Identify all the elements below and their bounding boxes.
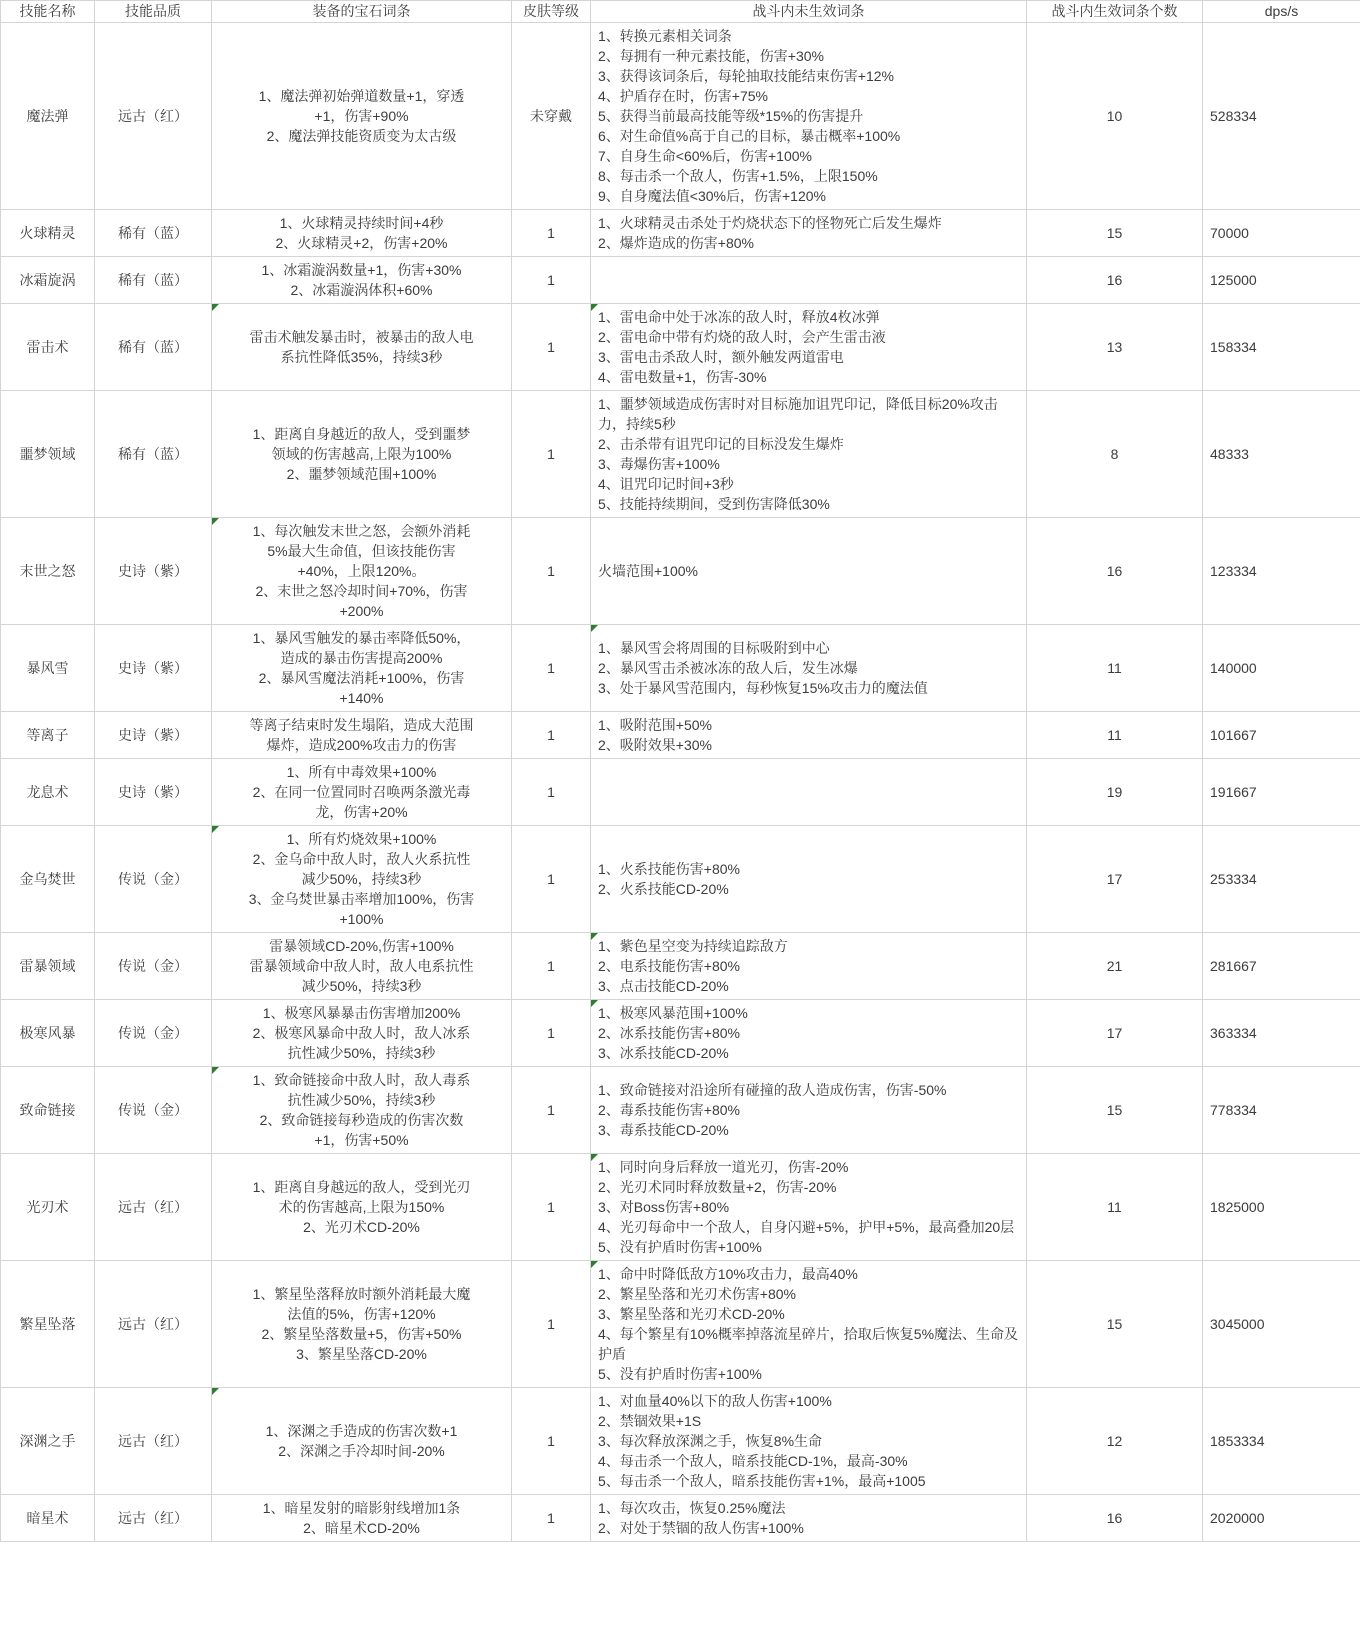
affix-line: +1，伤害+90% bbox=[314, 108, 409, 124]
cell-dps[interactable]: 140000 bbox=[1203, 625, 1360, 712]
affix-line: 2、深渊之手冷却时间-20% bbox=[278, 1443, 445, 1459]
cell-skin-level[interactable]: 1 bbox=[512, 391, 591, 518]
cell-skill-name[interactable]: 龙息术 bbox=[1, 759, 95, 826]
affix-line: 1、极寒风暴范围+100% bbox=[598, 1005, 748, 1021]
cell-skill-name[interactable]: 金乌焚世 bbox=[1, 826, 95, 933]
affix-line: 2、冰系技能伤害+80% bbox=[598, 1025, 740, 1041]
cell-active-count[interactable]: 11 bbox=[1027, 625, 1203, 712]
affix-line: 2、末世之怒冷却时间+70%，伤害 bbox=[255, 583, 468, 599]
table-row bbox=[1, 210, 1360, 257]
cell-dps[interactable]: 1825000 bbox=[1203, 1154, 1360, 1261]
affix-line: 1、致命链接命中敌人时，敌人毒系 bbox=[252, 1072, 471, 1088]
cell-inactive-affixes[interactable] bbox=[591, 1495, 1027, 1542]
cell-inactive-affixes[interactable] bbox=[591, 826, 1027, 933]
affix-line: 1、暗星发射的暗影射线增加1条 bbox=[262, 1500, 461, 1516]
cell-skin-level[interactable]: 1 bbox=[512, 1067, 591, 1154]
cell-skin-level[interactable]: 1 bbox=[512, 1154, 591, 1261]
cell-gem-affixes[interactable] bbox=[212, 933, 512, 1000]
affix-line: 5、技能持续期间，受到伤害降低30% bbox=[598, 496, 830, 512]
cell-skin-level[interactable]: 1 bbox=[512, 1388, 591, 1495]
affix-line: 2、繁星坠落数量+5，伤害+50% bbox=[261, 1326, 462, 1342]
affix-line: 3、金乌焚世暴击率增加100%，伤害 bbox=[248, 891, 475, 907]
affix-line: 2、电系技能伤害+80% bbox=[598, 958, 740, 974]
cell-skill-quality[interactable]: 史诗（紫） bbox=[95, 759, 212, 826]
affix-line: 1、雷电命中处于冰冻的敌人时，释放4枚冰弹 bbox=[598, 309, 880, 325]
affix-line: 1、暴风雪会将周围的目标吸附到中心 bbox=[598, 640, 830, 656]
cell-skin-level[interactable]: 1 bbox=[512, 518, 591, 625]
cell-flag-icon bbox=[591, 304, 598, 311]
cell-gem-affixes[interactable] bbox=[212, 257, 512, 304]
affix-line: 2、暴风雪魔法消耗+100%，伤害 bbox=[258, 670, 465, 686]
cell-gem-affixes[interactable] bbox=[212, 826, 512, 933]
affix-line: 1、每次攻击，恢复0.25%魔法 bbox=[598, 1500, 786, 1516]
affix-line: 1、深渊之手造成的伤害次数+1 bbox=[265, 1423, 458, 1439]
cell-skill-name[interactable]: 等离子 bbox=[1, 712, 95, 759]
affix-line: 5、没有护盾时伤害+100% bbox=[598, 1366, 762, 1382]
affix-line: 3、雷电击杀敌人时，额外触发两道雷电 bbox=[598, 349, 844, 365]
cell-inactive-affixes[interactable] bbox=[591, 304, 1027, 391]
cell-skill-quality[interactable]: 史诗（紫） bbox=[95, 625, 212, 712]
affix-line: 2、光刃术CD-20% bbox=[303, 1219, 420, 1235]
affix-line: 火墙范围+100% bbox=[598, 563, 698, 579]
affix-line: 4、诅咒印记时间+3秒 bbox=[598, 476, 734, 492]
affix-line: 1、吸附范围+50% bbox=[598, 717, 712, 733]
cell-skill-quality[interactable]: 传说（金） bbox=[95, 1000, 212, 1067]
cell-dps[interactable]: 48333 bbox=[1203, 391, 1360, 518]
cell-skin-level[interactable]: 1 bbox=[512, 304, 591, 391]
cell-skin-level[interactable]: 1 bbox=[512, 210, 591, 257]
cell-dps[interactable]: 363334 bbox=[1203, 1000, 1360, 1067]
cell-skin-level[interactable]: 1 bbox=[512, 1000, 591, 1067]
affix-line: 3、点击技能CD-20% bbox=[598, 978, 729, 994]
affix-line: 3、每次释放深渊之手，恢复8%生命 bbox=[598, 1433, 823, 1449]
cell-inactive-affixes[interactable] bbox=[591, 518, 1027, 625]
cell-active-count[interactable]: 17 bbox=[1027, 826, 1203, 933]
cell-skill-quality[interactable]: 稀有（蓝） bbox=[95, 391, 212, 518]
affix-line: 1、距离自身越近的敌人，受到噩梦 bbox=[252, 426, 471, 442]
affix-line: 等离子结束时发生塌陷，造成大范围 bbox=[249, 717, 474, 733]
cell-active-count[interactable]: 12 bbox=[1027, 1388, 1203, 1495]
column-header-skin[interactable]: 皮肤等级 bbox=[512, 1, 591, 23]
affix-line: 1、命中时降低敌方10%攻击力，最高40% bbox=[598, 1266, 858, 1282]
cell-skin-level[interactable]: 1 bbox=[512, 933, 591, 1000]
cell-skill-name[interactable]: 雷暴领域 bbox=[1, 933, 95, 1000]
cell-skill-name[interactable]: 暗星术 bbox=[1, 1495, 95, 1542]
affix-line: 1、火球精灵击杀处于灼烧状态下的怪物死亡后发生爆炸 bbox=[598, 215, 942, 231]
cell-gem-affixes[interactable] bbox=[212, 759, 512, 826]
affix-line: 3、繁星坠落和光刃术CD-20% bbox=[598, 1306, 785, 1322]
table-row bbox=[1, 304, 1360, 391]
column-header-dps[interactable]: dps/s bbox=[1203, 1, 1360, 23]
cell-skill-quality[interactable]: 传说（金） bbox=[95, 1067, 212, 1154]
affix-line: 系抗性降低35%，持续3秒 bbox=[280, 349, 443, 365]
cell-active-count[interactable]: 8 bbox=[1027, 391, 1203, 518]
cell-gem-affixes[interactable] bbox=[212, 1261, 512, 1388]
cell-skill-name[interactable]: 繁星坠落 bbox=[1, 1261, 95, 1388]
cell-dps[interactable]: 70000 bbox=[1203, 210, 1360, 257]
column-header-count[interactable]: 战斗内生效词条个数 bbox=[1027, 1, 1203, 23]
affix-line: 1、噩梦领域造成伤害时对目标施加诅咒印记，降低目标20%攻击力，持续5秒 bbox=[598, 396, 998, 432]
header-row bbox=[1, 1, 1360, 23]
affix-line: 4、光刃每命中一个敌人，自身闪避+5%，护甲+5%，最高叠加20层 bbox=[598, 1219, 1015, 1235]
table-row bbox=[1, 1388, 1360, 1495]
affix-line: 1、致命链接对沿途所有碰撞的敌人造成伤害，伤害-50% bbox=[598, 1082, 947, 1098]
cell-active-count[interactable]: 16 bbox=[1027, 1495, 1203, 1542]
affix-line: 2、暴风雪击杀被冰冻的敌人后，发生冰爆 bbox=[598, 660, 858, 676]
affix-line: 3、繁星坠落CD-20% bbox=[296, 1346, 427, 1362]
affix-line: +140% bbox=[339, 690, 384, 706]
cell-flag-icon bbox=[591, 1000, 598, 1007]
affix-line: 雷暴领域CD-20%,伤害+100% bbox=[269, 938, 454, 954]
affix-line: +1，伤害+50% bbox=[314, 1132, 409, 1148]
affix-line: 1、极寒风暴暴击伤害增加200% bbox=[262, 1005, 461, 1021]
affix-line: 1、对血量40%以下的敌人伤害+100% bbox=[598, 1393, 832, 1409]
affix-line: 3、毒爆伤害+100% bbox=[598, 456, 720, 472]
cell-dps[interactable]: 778334 bbox=[1203, 1067, 1360, 1154]
table-row bbox=[1, 1154, 1360, 1261]
cell-skill-name[interactable]: 光刃术 bbox=[1, 1154, 95, 1261]
affix-line: 龙，伤害+20% bbox=[315, 804, 408, 820]
table-row bbox=[1, 1261, 1360, 1388]
cell-gem-affixes[interactable] bbox=[212, 625, 512, 712]
affix-line: 减少50%，持续3秒 bbox=[301, 978, 422, 994]
cell-inactive-affixes[interactable] bbox=[591, 210, 1027, 257]
cell-skill-quality[interactable]: 史诗（紫） bbox=[95, 518, 212, 625]
affix-line: +200% bbox=[339, 603, 384, 619]
affix-line: 5、获得当前最高技能等级*15%的伤害提升 bbox=[598, 108, 864, 124]
affix-line: 术的伤害越高,上限为150% bbox=[278, 1199, 445, 1215]
cell-skill-quality[interactable]: 稀有（蓝） bbox=[95, 210, 212, 257]
cell-skill-quality[interactable]: 稀有（蓝） bbox=[95, 304, 212, 391]
affix-line: 2、金乌命中敌人时，敌人火系抗性 bbox=[252, 851, 471, 867]
cell-dps[interactable]: 2020000 bbox=[1203, 1495, 1360, 1542]
cell-skill-name[interactable]: 冰霜旋涡 bbox=[1, 257, 95, 304]
cell-skill-quality[interactable]: 远古（红） bbox=[95, 1388, 212, 1495]
affix-line: 4、雷电数量+1，伤害-30% bbox=[598, 369, 767, 385]
cell-dps[interactable]: 101667 bbox=[1203, 712, 1360, 759]
cell-skill-quality[interactable]: 稀有（蓝） bbox=[95, 257, 212, 304]
affix-line: 2、对处于禁锢的敌人伤害+100% bbox=[598, 1520, 804, 1536]
affix-line: 2、每拥有一种元素技能，伤害+30% bbox=[598, 48, 824, 64]
cell-active-count[interactable]: 17 bbox=[1027, 1000, 1203, 1067]
cell-inactive-affixes[interactable] bbox=[591, 1067, 1027, 1154]
cell-active-count[interactable]: 16 bbox=[1027, 518, 1203, 625]
cell-gem-affixes[interactable] bbox=[212, 210, 512, 257]
affix-line: 1、冰霜漩涡数量+1，伤害+30% bbox=[261, 262, 462, 278]
cell-active-count[interactable]: 21 bbox=[1027, 933, 1203, 1000]
table-row bbox=[1, 1067, 1360, 1154]
cell-active-count[interactable]: 13 bbox=[1027, 304, 1203, 391]
cell-inactive-affixes[interactable] bbox=[591, 625, 1027, 712]
cell-gem-affixes[interactable] bbox=[212, 391, 512, 518]
affix-line: 2、火球精灵+2，伤害+20% bbox=[275, 235, 448, 251]
column-header-name[interactable]: 技能名称 bbox=[1, 1, 95, 23]
cell-skill-quality[interactable]: 远古（红） bbox=[95, 23, 212, 210]
cell-active-count[interactable]: 11 bbox=[1027, 712, 1203, 759]
cell-skill-name[interactable]: 噩梦领域 bbox=[1, 391, 95, 518]
affix-line: 2、光刃术同时释放数量+2，伤害-20% bbox=[598, 1179, 837, 1195]
cell-skill-name[interactable]: 深渊之手 bbox=[1, 1388, 95, 1495]
cell-active-count[interactable]: 19 bbox=[1027, 759, 1203, 826]
cell-skill-name[interactable]: 暴风雪 bbox=[1, 625, 95, 712]
cell-skin-level[interactable]: 1 bbox=[512, 1261, 591, 1388]
affix-line: 1、每次触发末世之怒，会额外消耗 bbox=[252, 523, 471, 539]
affix-line: 4、每击杀一个敌人，暗系技能CD-1%，最高-30% bbox=[598, 1453, 908, 1469]
cell-flag-icon bbox=[591, 933, 598, 940]
column-header-quality[interactable]: 技能品质 bbox=[95, 1, 212, 23]
affix-line: 3、获得该词条后，每轮抽取技能结束伤害+12% bbox=[598, 68, 894, 84]
cell-skill-name[interactable]: 致命链接 bbox=[1, 1067, 95, 1154]
affix-line: 领域的伤害越高,上限为100% bbox=[271, 446, 452, 462]
cell-skin-level[interactable]: 1 bbox=[512, 257, 591, 304]
affix-line: 抗性减少50%，持续3秒 bbox=[287, 1045, 436, 1061]
table-row bbox=[1, 23, 1360, 210]
cell-skill-quality[interactable]: 远古（红） bbox=[95, 1495, 212, 1542]
cell-inactive-affixes[interactable] bbox=[591, 1388, 1027, 1495]
affix-line: 1、暴风雪触发的暴击率降低50%， bbox=[252, 630, 471, 646]
table-row bbox=[1, 257, 1360, 304]
cell-inactive-affixes[interactable] bbox=[591, 391, 1027, 518]
cell-active-count[interactable]: 10 bbox=[1027, 23, 1203, 210]
affix-line: 5%最大生命值，但该技能伤害 bbox=[267, 543, 456, 559]
affix-line: 2、禁锢效果+1S bbox=[598, 1413, 702, 1429]
affix-line: 法值的5%，伤害+120% bbox=[287, 1306, 436, 1322]
table-row bbox=[1, 625, 1360, 712]
cell-flag-icon bbox=[591, 625, 598, 632]
table-row bbox=[1, 759, 1360, 826]
cell-inactive-affixes[interactable] bbox=[591, 1000, 1027, 1067]
affix-line: 7、自身生命<60%后，伤害+100% bbox=[598, 148, 812, 164]
cell-gem-affixes[interactable] bbox=[212, 1388, 512, 1495]
affix-line: 1、所有中毒效果+100% bbox=[286, 764, 437, 780]
affix-line: 2、冰霜漩涡体积+60% bbox=[290, 282, 433, 298]
table-row bbox=[1, 1000, 1360, 1067]
affix-line: 3、对Boss伤害+80% bbox=[598, 1199, 730, 1215]
affix-line: 3、冰系技能CD-20% bbox=[598, 1045, 729, 1061]
affix-line: 2、吸附效果+30% bbox=[598, 737, 712, 753]
affix-line: 2、击杀带有诅咒印记的目标没发生爆炸 bbox=[598, 436, 844, 452]
affix-line: 1、距离自身越远的敌人，受到光刃 bbox=[252, 1179, 471, 1195]
cell-dps[interactable]: 528334 bbox=[1203, 23, 1360, 210]
cell-skin-level[interactable]: 1 bbox=[512, 1495, 591, 1542]
cell-dps[interactable]: 3045000 bbox=[1203, 1261, 1360, 1388]
affix-line: 3、处于暴风雪范围内，每秒恢复15%攻击力的魔法值 bbox=[598, 680, 928, 696]
cell-dps[interactable]: 123334 bbox=[1203, 518, 1360, 625]
affix-line: 9、自身魔法值<30%后，伤害+120% bbox=[598, 188, 826, 204]
affix-line: 2、致命链接每秒造成的伤害次数 bbox=[259, 1112, 464, 1128]
affix-line: 5、没有护盾时伤害+100% bbox=[598, 1239, 762, 1255]
affix-line: 1、火系技能伤害+80% bbox=[598, 861, 740, 877]
cell-flag-icon bbox=[212, 1067, 219, 1074]
cell-gem-affixes[interactable] bbox=[212, 23, 512, 210]
affix-line: 雷暴领域命中敌人时，敌人电系抗性 bbox=[249, 958, 474, 974]
affix-line: 2、雷电命中带有灼烧的敌人时，会产生雷击液 bbox=[598, 329, 886, 345]
affix-line: 5、每击杀一个敌人，暗系技能伤害+1%，最高+1005 bbox=[598, 1473, 926, 1489]
affix-line: 1、同时向身后释放一道光刃，伤害-20% bbox=[598, 1159, 849, 1175]
cell-dps[interactable]: 158334 bbox=[1203, 304, 1360, 391]
affix-line: 爆炸，造成200%攻击力的伤害 bbox=[266, 737, 457, 753]
cell-dps[interactable]: 191667 bbox=[1203, 759, 1360, 826]
cell-flag-icon bbox=[212, 826, 219, 833]
cell-skill-name[interactable]: 雷击术 bbox=[1, 304, 95, 391]
affix-line: 4、护盾存在时，伤害+75% bbox=[598, 88, 768, 104]
cell-skin-level[interactable]: 1 bbox=[512, 625, 591, 712]
cell-inactive-affixes[interactable] bbox=[591, 933, 1027, 1000]
cell-gem-affixes[interactable] bbox=[212, 1495, 512, 1542]
cell-inactive-affixes[interactable] bbox=[591, 23, 1027, 210]
cell-active-count[interactable]: 16 bbox=[1027, 257, 1203, 304]
cell-flag-icon bbox=[591, 1154, 598, 1161]
cell-skill-quality[interactable]: 远古（红） bbox=[95, 1154, 212, 1261]
cell-gem-affixes[interactable] bbox=[212, 304, 512, 391]
affix-line: 2、毒系技能伤害+80% bbox=[598, 1102, 740, 1118]
cell-active-count[interactable]: 15 bbox=[1027, 1261, 1203, 1388]
affix-line: +100% bbox=[339, 911, 384, 927]
cell-inactive-affixes[interactable] bbox=[591, 1261, 1027, 1388]
cell-dps[interactable]: 281667 bbox=[1203, 933, 1360, 1000]
cell-active-count[interactable]: 15 bbox=[1027, 210, 1203, 257]
table-row bbox=[1, 933, 1360, 1000]
cell-skill-name[interactable]: 末世之怒 bbox=[1, 518, 95, 625]
table-row bbox=[1, 518, 1360, 625]
cell-inactive-affixes[interactable] bbox=[591, 257, 1027, 304]
affix-line: 6、对生命值%高于自己的目标，暴击概率+100% bbox=[598, 128, 901, 144]
column-header-gems[interactable]: 装备的宝石词条 bbox=[212, 1, 512, 23]
cell-dps[interactable]: 253334 bbox=[1203, 826, 1360, 933]
cell-inactive-affixes[interactable] bbox=[591, 1154, 1027, 1261]
cell-gem-affixes[interactable] bbox=[212, 712, 512, 759]
affix-line: 1、所有灼烧效果+100% bbox=[286, 831, 437, 847]
cell-gem-affixes[interactable] bbox=[212, 1067, 512, 1154]
cell-skill-quality[interactable]: 远古（红） bbox=[95, 1261, 212, 1388]
cell-flag-icon bbox=[212, 518, 219, 525]
affix-line: 2、在同一位置同时召唤两条激光毒 bbox=[252, 784, 471, 800]
affix-line: 减少50%，持续3秒 bbox=[301, 871, 422, 887]
cell-active-count[interactable]: 11 bbox=[1027, 1154, 1203, 1261]
cell-skill-name[interactable]: 魔法弹 bbox=[1, 23, 95, 210]
cell-skill-name[interactable]: 极寒风暴 bbox=[1, 1000, 95, 1067]
affix-line: 雷击术触发暴击时，被暴击的敌人电 bbox=[249, 329, 474, 345]
cell-skin-level[interactable]: 1 bbox=[512, 759, 591, 826]
cell-gem-affixes[interactable] bbox=[212, 518, 512, 625]
cell-gem-affixes[interactable] bbox=[212, 1000, 512, 1067]
affix-line: 1、火球精灵持续时间+4秒 bbox=[279, 215, 444, 231]
affix-line: 2、极寒风暴命中敌人时，敌人冰系 bbox=[252, 1025, 471, 1041]
table-row bbox=[1, 826, 1360, 933]
affix-line: 8、每击杀一个敌人，伤害+1.5%，上限150% bbox=[598, 168, 878, 184]
cell-inactive-affixes[interactable] bbox=[591, 712, 1027, 759]
affix-line: +40%，上限120%。 bbox=[297, 563, 426, 579]
affix-line: 2、火系技能CD-20% bbox=[598, 881, 729, 897]
affix-line: 2、魔法弹技能资质变为太古级 bbox=[266, 128, 457, 144]
affix-line: 1、转换元素相关词条 bbox=[598, 28, 732, 44]
affix-line: 1、繁星坠落释放时额外消耗最大魔 bbox=[252, 1286, 471, 1302]
cell-flag-icon bbox=[591, 1261, 598, 1268]
cell-dps[interactable]: 125000 bbox=[1203, 257, 1360, 304]
cell-skin-level[interactable]: 1 bbox=[512, 712, 591, 759]
affix-line: 1、紫色星空变为持续追踪敌方 bbox=[598, 938, 788, 954]
cell-skill-quality[interactable]: 史诗（紫） bbox=[95, 712, 212, 759]
cell-skill-quality[interactable]: 传说（金） bbox=[95, 933, 212, 1000]
cell-skill-quality[interactable]: 传说（金） bbox=[95, 826, 212, 933]
affix-line: 1、魔法弹初始弹道数量+1，穿透 bbox=[258, 88, 465, 104]
affix-line: 2、暗星术CD-20% bbox=[303, 1520, 420, 1536]
affix-line: 4、每个繁星有10%概率掉落流星碎片，拾取后恢复5%魔法、生命及护盾 bbox=[598, 1326, 1019, 1362]
cell-active-count[interactable]: 15 bbox=[1027, 1067, 1203, 1154]
affix-line: 3、毒系技能CD-20% bbox=[598, 1122, 729, 1138]
table-row bbox=[1, 1495, 1360, 1542]
cell-skill-name[interactable]: 火球精灵 bbox=[1, 210, 95, 257]
affix-line: 2、噩梦领域范围+100% bbox=[286, 466, 437, 482]
affix-line: 2、爆炸造成的伤害+80% bbox=[598, 235, 754, 251]
cell-flag-icon bbox=[212, 304, 219, 311]
cell-flag-icon bbox=[212, 1388, 219, 1395]
table-row bbox=[1, 391, 1360, 518]
cell-inactive-affixes[interactable] bbox=[591, 759, 1027, 826]
cell-skin-level[interactable]: 1 bbox=[512, 826, 591, 933]
cell-gem-affixes[interactable] bbox=[212, 1154, 512, 1261]
affix-line: 造成的暴击伤害提高200% bbox=[280, 650, 443, 666]
table-row bbox=[1, 712, 1360, 759]
column-header-inactive[interactable]: 战斗内未生效词条 bbox=[591, 1, 1027, 23]
affix-line: 2、繁星坠落和光刃术伤害+80% bbox=[598, 1286, 796, 1302]
affix-line: 抗性减少50%，持续3秒 bbox=[287, 1092, 436, 1108]
cell-skin-level[interactable]: 未穿戴 bbox=[512, 23, 591, 210]
cell-dps[interactable]: 1853334 bbox=[1203, 1388, 1360, 1495]
